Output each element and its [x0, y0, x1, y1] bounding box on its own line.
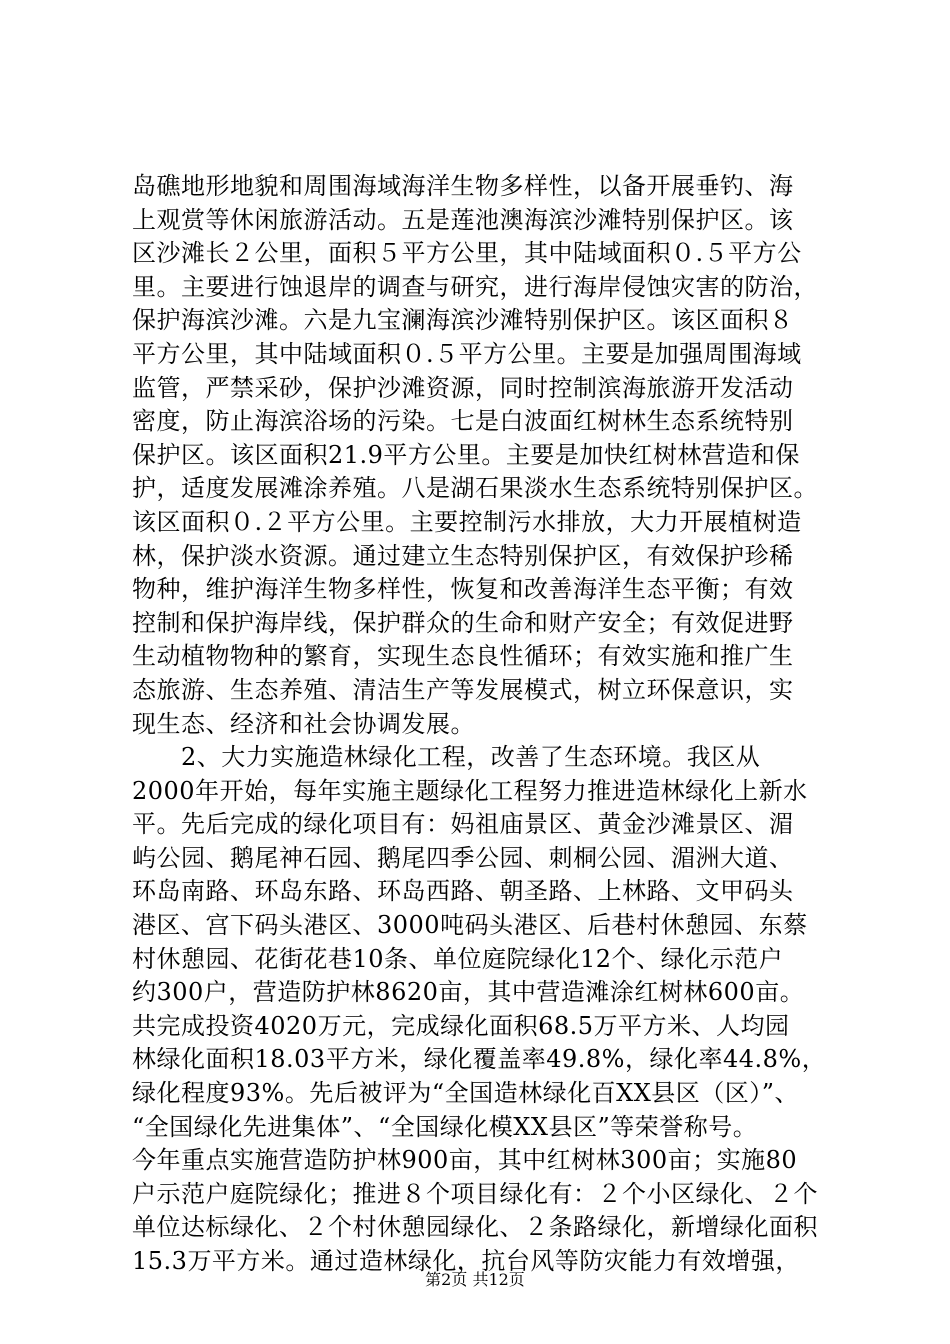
text-line: 15.3万平方米。通过造林绿化，抗台风等防灾能力有效增强， — [132, 1247, 800, 1275]
text-line: 单位达标绿化、２个村休憩园绿化、２条路绿化，新增绿化面积 — [132, 1213, 818, 1242]
text-line: 共完成投资4020万元，完成绿化面积68.5万平方米、人均园 — [132, 1011, 790, 1040]
text-line: 约300户，营造防护林8620亩，其中营造滩涂红树林600亩。 — [132, 978, 805, 1007]
text-line: 控制和保护海岸线，保护群众的生命和财产安全；有效促进野 — [132, 608, 794, 637]
text-line: 岛礁地形地貌和周围海域海洋生物多样性，以备开展垂钓、海 — [132, 172, 794, 200]
text-line: 区沙滩长２公里，面积５平方公里，其中陆域面积０.５平方公 — [132, 239, 802, 268]
text-line: 林，保护淡水资源。通过建立生态特别保护区，有效保护珍稀 — [132, 541, 794, 570]
text-line: 监管，严禁采砂，保护沙滩资源，同时控制滨海旅游开发活动 — [132, 373, 794, 402]
text-line: 态旅游、生态养殖、清洁生产等发展模式，树立环保意识，实 — [132, 675, 794, 704]
text-line: 平。先后完成的绿化项目有：妈祖庙景区、黄金沙滩景区、湄 — [132, 810, 794, 839]
text-line: 现生态、经济和社会协调发展。 — [132, 709, 475, 738]
text-line: 物种，维护海洋生物多样性，恢复和改善海洋生态平衡；有效 — [132, 575, 794, 604]
text-line: “全国绿化先进集体”、“全国绿化模XX县区”等荣誉称号。 — [132, 1112, 758, 1141]
text-line: 保护区。该区面积21.9平方公里。主要是加快红树林营造和保 — [132, 440, 800, 469]
text-line: 2、大力实施造林绿化工程，改善了生态环境。我区从 — [132, 743, 761, 772]
text-line: 里。主要进行蚀退岸的调查与研究，进行海岸侵蚀灾害的防治， — [132, 272, 818, 301]
text-line: 港区、宫下码头港区、3000吨码头港区、后巷村休憩园、东蔡 — [132, 911, 808, 940]
text-line: 屿公园、鹅尾神石园、鹅尾四季公园、刺桐公园、湄洲大道、 — [132, 843, 794, 872]
text-line: 2000年开始，每年实施主题绿化工程努力推进造林绿化上新水 — [132, 776, 808, 805]
text-line: 村休憩园、花街花巷10条、单位庭院绿化12个、绿化示范户 — [132, 944, 784, 973]
text-line: 平方公里，其中陆域面积０.５平方公里。主要是加强周围海域 — [132, 339, 802, 368]
text-line: 上观赏等休闲旅游活动。五是莲池澳海滨沙滩特别保护区。该 — [132, 205, 794, 234]
text-line: 环岛南路、环岛东路、环岛西路、朝圣路、上林路、文甲码头 — [132, 877, 794, 906]
text-line: 护，适度发展滩涂养殖。八是湖石果淡水生态系统特别保护区。 — [132, 474, 818, 503]
text-line: 保护海滨沙滩。六是九宝澜海滨沙滩特别保护区。该区面积８ — [132, 306, 794, 335]
text-line: 绿化程度93%。先后被评为“全国造林绿化百XX县区（区）”、 — [132, 1079, 800, 1108]
text-line: 生动植物物种的繁育，实现生态良性循环；有效实施和推广生 — [132, 642, 794, 671]
text-line: 户示范户庭院绿化；推进８个项目绿化有：２个小区绿化、２个 — [132, 1179, 818, 1208]
page-footer: 第2页 共12页 — [425, 1270, 525, 1289]
text-line: 密度，防止海滨浴场的污染。七是白波面红树林生态系统特别 — [132, 407, 794, 436]
text-line: 林绿化面积18.03平方米，绿化覆盖率49.8%，绿化率44.8%， — [132, 1045, 827, 1074]
body-text — [132, 170, 832, 1279]
text-line: 该区面积０.２平方公里。主要控制污水排放，大力开展植树造 — [132, 507, 802, 536]
text-line: 今年重点实施营造防护林900亩，其中红树林300亩；实施80 — [132, 1146, 798, 1175]
